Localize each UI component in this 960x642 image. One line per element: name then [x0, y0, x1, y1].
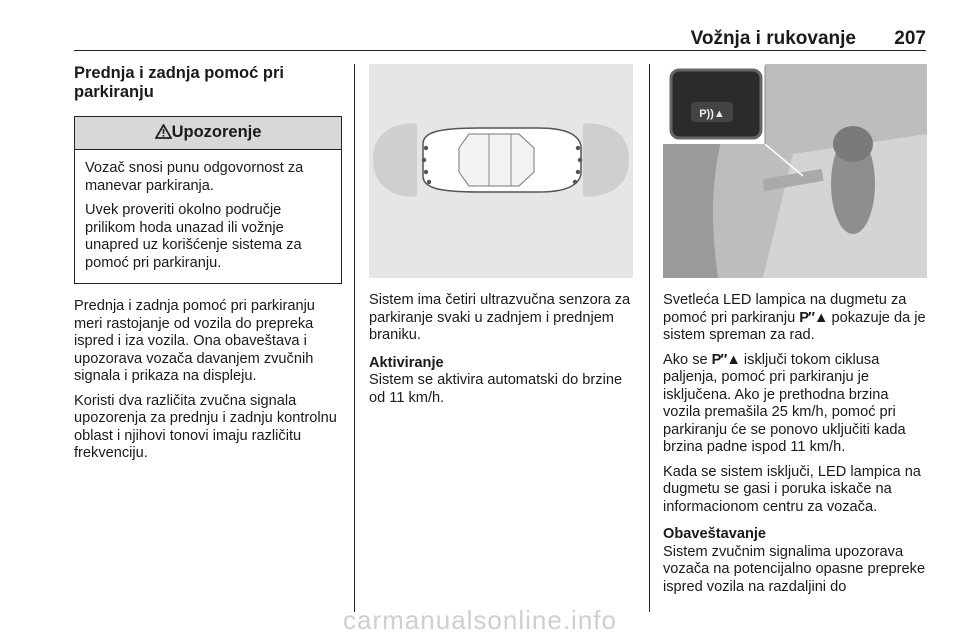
warning-box: [74, 116, 342, 284]
watermark: carmanualsonline.info: [343, 605, 617, 635]
paragraph: Svetleća LED lampica na dugmetu za pomoć pri parkiranju P″▲ pokazuje da je sistem spreman za rad.: [663, 292, 926, 343]
paragraph: Koristi dva različita zvučna signala upozorenja za prednju i zadnju kontrolnu oblast i njihovi tonovi imaju različitu frekvenciju.: [74, 392, 337, 461]
paragraph: Kada se sistem isključi, LED lampica na dugmetu se gasi i poruka iskače na informacionom centru za vozača.: [663, 463, 921, 515]
paragraph: Prednja i zadnja pomoć pri parkiranju meri rastojanje od vozila do prepreka ispred i iza vozila. Ona obaveštava i upozorava vozača davanjem zvučnih signala i prikaza na displeju.: [74, 298, 315, 384]
warning-heading: Upozorenje: [171, 123, 262, 141]
subheading: Obaveštavanje: [663, 526, 767, 542]
chapter-title: Vožnja i rukovanje: [690, 28, 856, 49]
paragraph: Sistem zvučnim signalima upozorava vozača na potencijalno opasne prepreke ispred vozila na razdaljini do: [663, 543, 926, 595]
subheading: Aktiviranje: [369, 354, 444, 371]
paragraph: Sistem ima četiri ultrazvučna senzora za parkiranje svaki u zadnjem i prednjem braniku.: [369, 292, 631, 343]
park-assist-icon: P″▲: [799, 309, 828, 326]
page-header: [74, 28, 926, 51]
park-assist-icon: P″▲: [711, 351, 740, 368]
column-3: [663, 64, 927, 603]
column-1: [74, 64, 342, 470]
page-number: 207: [894, 28, 926, 49]
paragraph: Sistem se aktivira automatski do brzine od 11 km/h.: [369, 372, 623, 406]
svg-text:P))▲: P))▲: [699, 108, 725, 120]
park-assist-button-figure: [663, 64, 927, 278]
paragraph: Ako se P″▲ isključi tokom ciklusa paljenja, pomoć pri parkiranju je isključena. Ako je prethodna brzina vozila premašila 25 km/h, pomoć pri parkiranju će se ponovo uključiti kada brzina padne ispod 11 km/h.: [663, 351, 906, 455]
warning-header: [75, 117, 341, 150]
warning-triangle-icon: [155, 124, 172, 139]
warning-text: Vozač snosi punu odgovornost za manevar parkiranja.: [85, 160, 304, 194]
column-2: [369, 64, 633, 414]
section-title: Prednja i zadnja pomoć pri parkiranju: [74, 64, 284, 101]
column-divider: [354, 64, 355, 612]
car-sensors-figure: [369, 64, 633, 278]
column-divider: [649, 64, 650, 612]
warning-text: Uvek proveriti okolno područje prilikom hoda unazad ili vožnje unapred uz korišćenje sistema za pomoć pri parkiranju.: [85, 202, 302, 271]
